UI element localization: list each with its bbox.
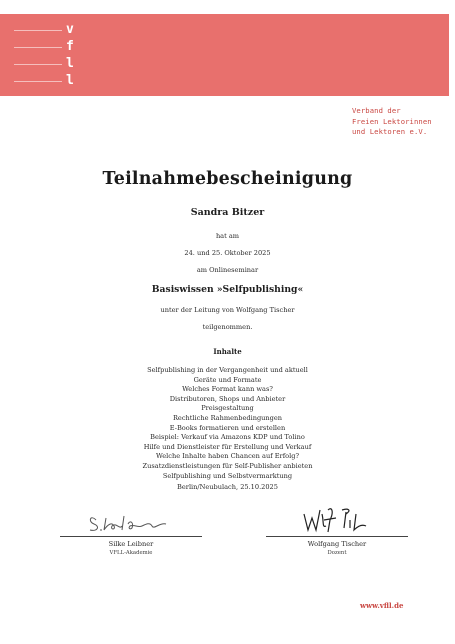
topic-item: Selfpublishing und Selbstvermarktung (162, 471, 293, 480)
topic-item: Hilfe und Dienstleister für Erstellung und Verkauf (143, 442, 312, 451)
seminar-title: Basiswissen »Selfpublishing« (151, 284, 304, 295)
topic-item: Welche Inhalte haben Chancen auf Erfolg? (156, 452, 299, 461)
topic-item: Zusatzdienstleistungen für Self-Publisher anbieten (142, 461, 313, 470)
contents-heading: Inhalte (213, 347, 242, 356)
participant-name: Sandra Bitzer (190, 207, 265, 218)
signature-role-right: Dozent (327, 550, 347, 556)
topic-item: Rechtliche Rahmenbedingungen (172, 413, 283, 422)
topics-list (0, 366, 455, 481)
topic-item: Selfpublishing in der Vergangenheit und aktuell (147, 366, 308, 374)
certificate-title: Teilnahmebescheinigung (102, 169, 353, 189)
topic-item: Distributoren, Shops und Anbieter (169, 394, 286, 403)
signature-scribble-right (262, 500, 412, 536)
organization-line: Verband der (352, 106, 401, 115)
topic-item: Preisgestaltung (201, 404, 254, 413)
topic-item: Geräte und Formate (193, 375, 262, 384)
logo-letter-l1: l (66, 56, 74, 71)
organization-name (352, 106, 452, 138)
signature-block-left (56, 500, 206, 556)
topic-item: Welches Format kann was? (182, 385, 273, 394)
band-line (14, 64, 62, 65)
band-line (14, 81, 62, 82)
signature-name-left: Silke Leibner (108, 540, 154, 548)
topic-item: Beispiel: Verkauf via Amazons KDP und Tolino (150, 433, 305, 442)
logo-letter-v: v (66, 22, 74, 37)
signature-line-right (266, 536, 408, 537)
organization-line: und Lektoren e.V. (352, 127, 428, 136)
signature-name-right: Wolfgang Tischer (307, 540, 367, 548)
logo-letter-l2: l (66, 73, 74, 88)
signature-block-right (262, 500, 412, 556)
at-seminar-text: am Onlineseminar (196, 266, 259, 274)
led-by-text: unter der Leitung von Wolfgang Tischer (160, 306, 295, 314)
has-on-text: hat am (215, 232, 240, 240)
signature-scribble-left (56, 500, 206, 536)
signature-role-left: VFLL-Akademie (109, 550, 153, 556)
signature-line-left (60, 536, 202, 537)
place-date: Berlin/Neubulach, 25.10.2025 (177, 483, 278, 491)
logo-letter-f: f (66, 39, 74, 54)
signature-right-icon (262, 500, 412, 536)
organization-line: Freien Lektorinnen (352, 116, 432, 126)
website-link[interactable]: www.vfll.de (360, 601, 404, 610)
topic-item: E-Books formatieren und erstellen (169, 423, 286, 432)
course-date: 24. und 25. Oktober 2025 (184, 249, 271, 257)
band-line (14, 47, 62, 48)
band-line (14, 30, 62, 31)
signature-left-icon (56, 500, 206, 536)
participated-text: teilgenommen. (202, 323, 253, 331)
header-band (0, 14, 449, 96)
